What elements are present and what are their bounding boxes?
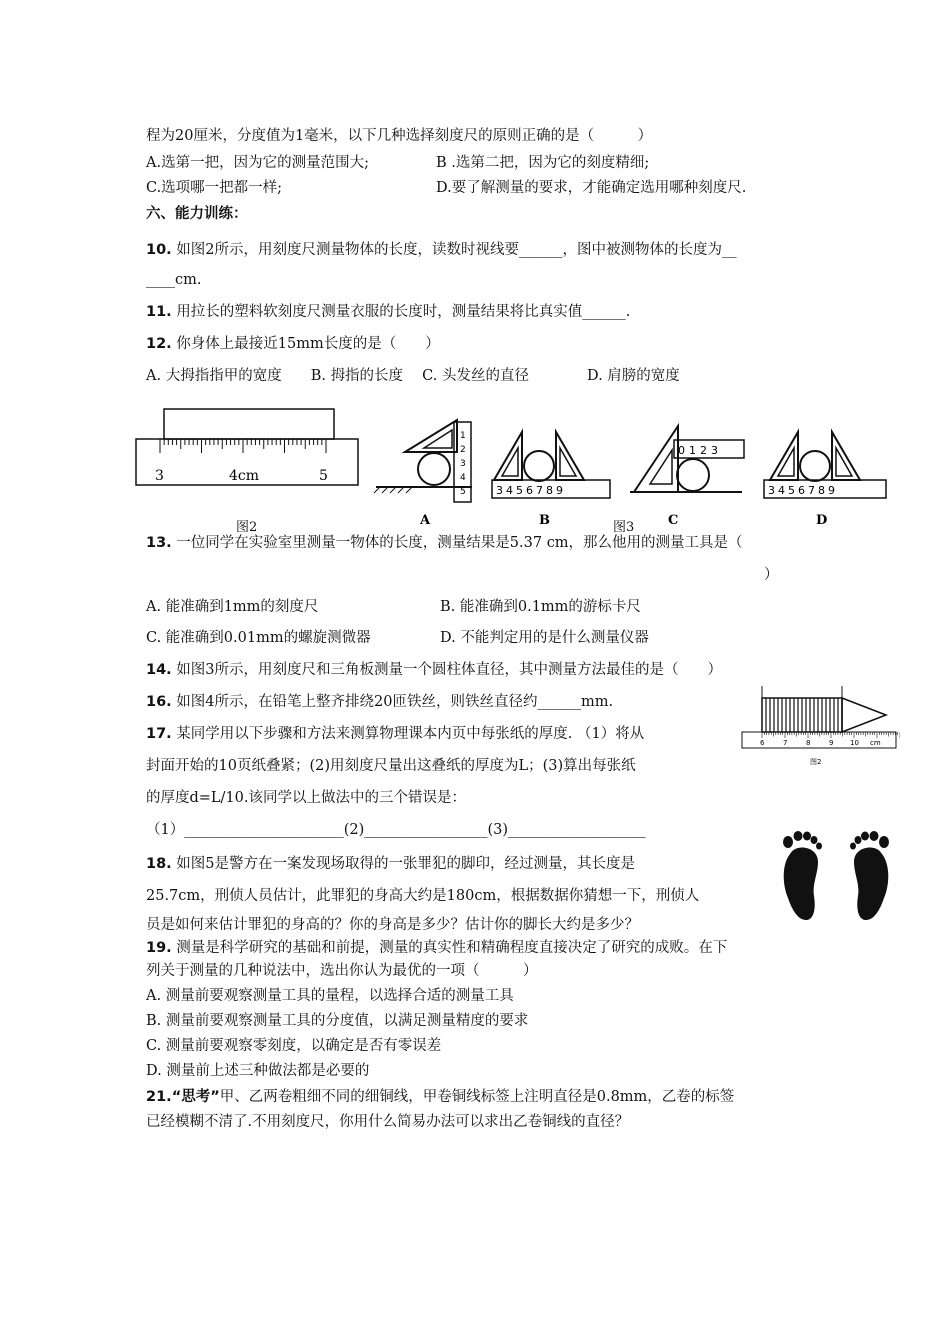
q12-options: A. 大拇指指甲的宽度 B. 拇指的长度 C. 头发丝的直径 D. 肩膀的宽度: [146, 368, 680, 384]
q10-body: 如图2所示，用刻度尺测量物体的长度，读数时视线要______，图中被测物体的长度为__: [171, 242, 737, 258]
fig3-label-a: A: [420, 513, 431, 528]
q10-number: 10.: [146, 242, 172, 258]
q17-text: [146, 724, 644, 744]
figure-5-footprints: [778, 824, 894, 924]
fig3-method-a: [374, 420, 472, 528]
q12-body: 你身体上最接近15mm长度的是（ ）: [171, 336, 440, 352]
fig2-label-3: 3: [155, 468, 164, 484]
q13-option-c: C. 能准确到0.01mm的螺旋测微器: [146, 630, 371, 646]
q13-option-d: D. 不能判定用的是什么测量仪器: [440, 630, 649, 646]
fig4-label-8: 8: [806, 739, 811, 747]
fig4-label-6: 6: [760, 739, 765, 747]
q12-number: 12.: [146, 336, 172, 352]
q13-number: 13.: [146, 535, 172, 551]
q18-body: 如图5是警方在一案发现场取得的一张罪犯的脚印，经过测量，其长度是: [171, 856, 636, 872]
q17-line2: 封面开始的10页纸叠紧；(2)用刻度尺量出这叠纸的厚度为L；(3)算出每张纸: [146, 758, 636, 774]
fig4-label-10: 10: [850, 739, 859, 747]
fig4-caption: 图2: [810, 758, 822, 766]
svg-text:4: 4: [460, 473, 466, 483]
q13-body: 一位同学在实验室里测量一物体的长度，测量结果是5.37 cm，那么他用的测量工具是（: [171, 535, 743, 551]
q9-option-b: B .选第二把，因为它的刻度精细;: [436, 155, 650, 171]
q19-number: 19.: [146, 940, 172, 956]
figure-2-caption: 图2: [236, 520, 258, 535]
q19-option-d: D. 测量前上述三种做法都是必要的: [146, 1063, 370, 1079]
q11-body: 用拉长的塑料软刻度尺测量衣服的长度时，测量结果将比真实值______.: [171, 304, 631, 320]
q18-number: 18.: [146, 856, 172, 872]
q14-number: 14.: [146, 662, 172, 678]
q16-body: 如图4所示，在铅笔上整齐排绕20匝铁丝，则铁丝直径约______mm.: [171, 694, 614, 710]
fig3-method-c: [630, 426, 744, 528]
q21-think-label: “思考”: [171, 1089, 220, 1105]
svg-text:3: 3: [460, 459, 466, 469]
figure-3-diameter-methods: [372, 412, 902, 532]
q9-option-d: D.要了解测量的要求，才能确定选用哪种刻度尺.: [436, 180, 747, 196]
q10-continued: ____cm.: [146, 272, 202, 288]
q21-number: 21.: [146, 1089, 172, 1105]
q17-answer-blanks: （1）______________________(2)_________________(3)___________________: [146, 822, 646, 838]
q19-option-c: C. 测量前要观察零刻度，以确定是否有零误差: [146, 1038, 442, 1054]
svg-text:0123: 0123: [678, 444, 722, 457]
q9-option-c: C.选项哪一把都一样;: [146, 180, 283, 196]
q13-text: [146, 533, 743, 553]
fig3-label-d: D: [816, 513, 828, 528]
q12-text: [146, 334, 440, 354]
q19-body: 测量是科学研究的基础和前提，测量的真实性和精确程度直接决定了研究的成败。在下: [171, 940, 728, 956]
q13-option-b: B. 能准确到0.1mm的游标卡尺: [440, 599, 641, 615]
fig3-method-d: [764, 432, 886, 528]
q19-text: [146, 938, 727, 958]
q16-number: 16.: [146, 694, 172, 710]
q18-line2: 25.7cm，刑侦人员估计，此罪犯的身高大约是180cm，根据数据你猜想一下，刑侦人: [146, 888, 700, 904]
fig3-method-b: [492, 432, 610, 528]
q13-option-a: A. 能准确到1mm的刻度尺: [146, 599, 319, 615]
figure-2-ruler: [134, 400, 364, 490]
svg-text:2: 2: [460, 445, 466, 455]
svg-text:5: 5: [460, 487, 466, 497]
q14-text: [146, 660, 722, 680]
fig4-label-9: 9: [829, 739, 834, 747]
q11-number: 11.: [146, 304, 172, 320]
q17-body: 某同学用以下步骤和方法来测算物理课本内页中每张纸的厚度. （1）将从: [171, 726, 645, 742]
q21-line2: 已经模糊不清了.不用刻度尺，你用什么简易办法可以求出乙卷铜线的直径？: [146, 1114, 630, 1130]
fig4-label-cm: cm: [870, 739, 881, 747]
svg-text:3456789: 3456789: [768, 484, 838, 497]
q19-line2: 列关于测量的几种说法中，选出你认为最优的一项（ ）: [146, 963, 538, 979]
q9-option-a: A.选第一把，因为它的测量范围大;: [146, 155, 369, 171]
fig3-label-c: C: [668, 513, 679, 528]
q21-text: [146, 1087, 734, 1107]
svg-text:3456789: 3456789: [496, 484, 566, 497]
q16-text: [146, 692, 613, 712]
svg-text:1: 1: [460, 431, 466, 441]
q21-body: 甲、乙两卷粗细不同的细铜线，甲卷铜线标签上注明直径是0.8mm，乙卷的标签: [219, 1089, 735, 1105]
section-heading: 六、能力训练：: [146, 206, 248, 222]
q19-option-a: A. 测量前要观察测量工具的量程，以选择合适的测量工具: [146, 988, 514, 1004]
fig2-label-4cm: 4cm: [229, 468, 260, 484]
q11-text: [146, 302, 630, 322]
q18-line3: 员是如何来估计罪犯的身高的？你的身高是多少？估计你的脚长大约是多少？: [146, 917, 639, 933]
figure-3-caption: 图3: [613, 520, 635, 535]
fig3-label-b: B: [539, 513, 550, 528]
fig4-label-7: 7: [783, 739, 788, 747]
q17-line3: 的厚度d=L/10.该同学以上做法中的三个错误是：: [146, 790, 467, 806]
q18-text: [146, 854, 635, 874]
q14-body: 如图3所示，用刻度尺和三角板测量一个圆柱体直径，其中测量方法最佳的是（ ）: [171, 662, 723, 678]
q19-option-b: B. 测量前要观察测量工具的分度值，以满足测量精度的要求: [146, 1013, 529, 1029]
q9-stem: 程为20厘米，分度值为1毫米，以下几种选择刻度尺的原则正确的是（ ）: [146, 128, 653, 144]
fig2-label-5: 5: [319, 468, 328, 484]
q13-paren: ）: [764, 567, 779, 583]
q17-number: 17.: [146, 726, 172, 742]
figure-4-pencil-coil: [740, 684, 900, 770]
q10-text: [146, 240, 737, 260]
